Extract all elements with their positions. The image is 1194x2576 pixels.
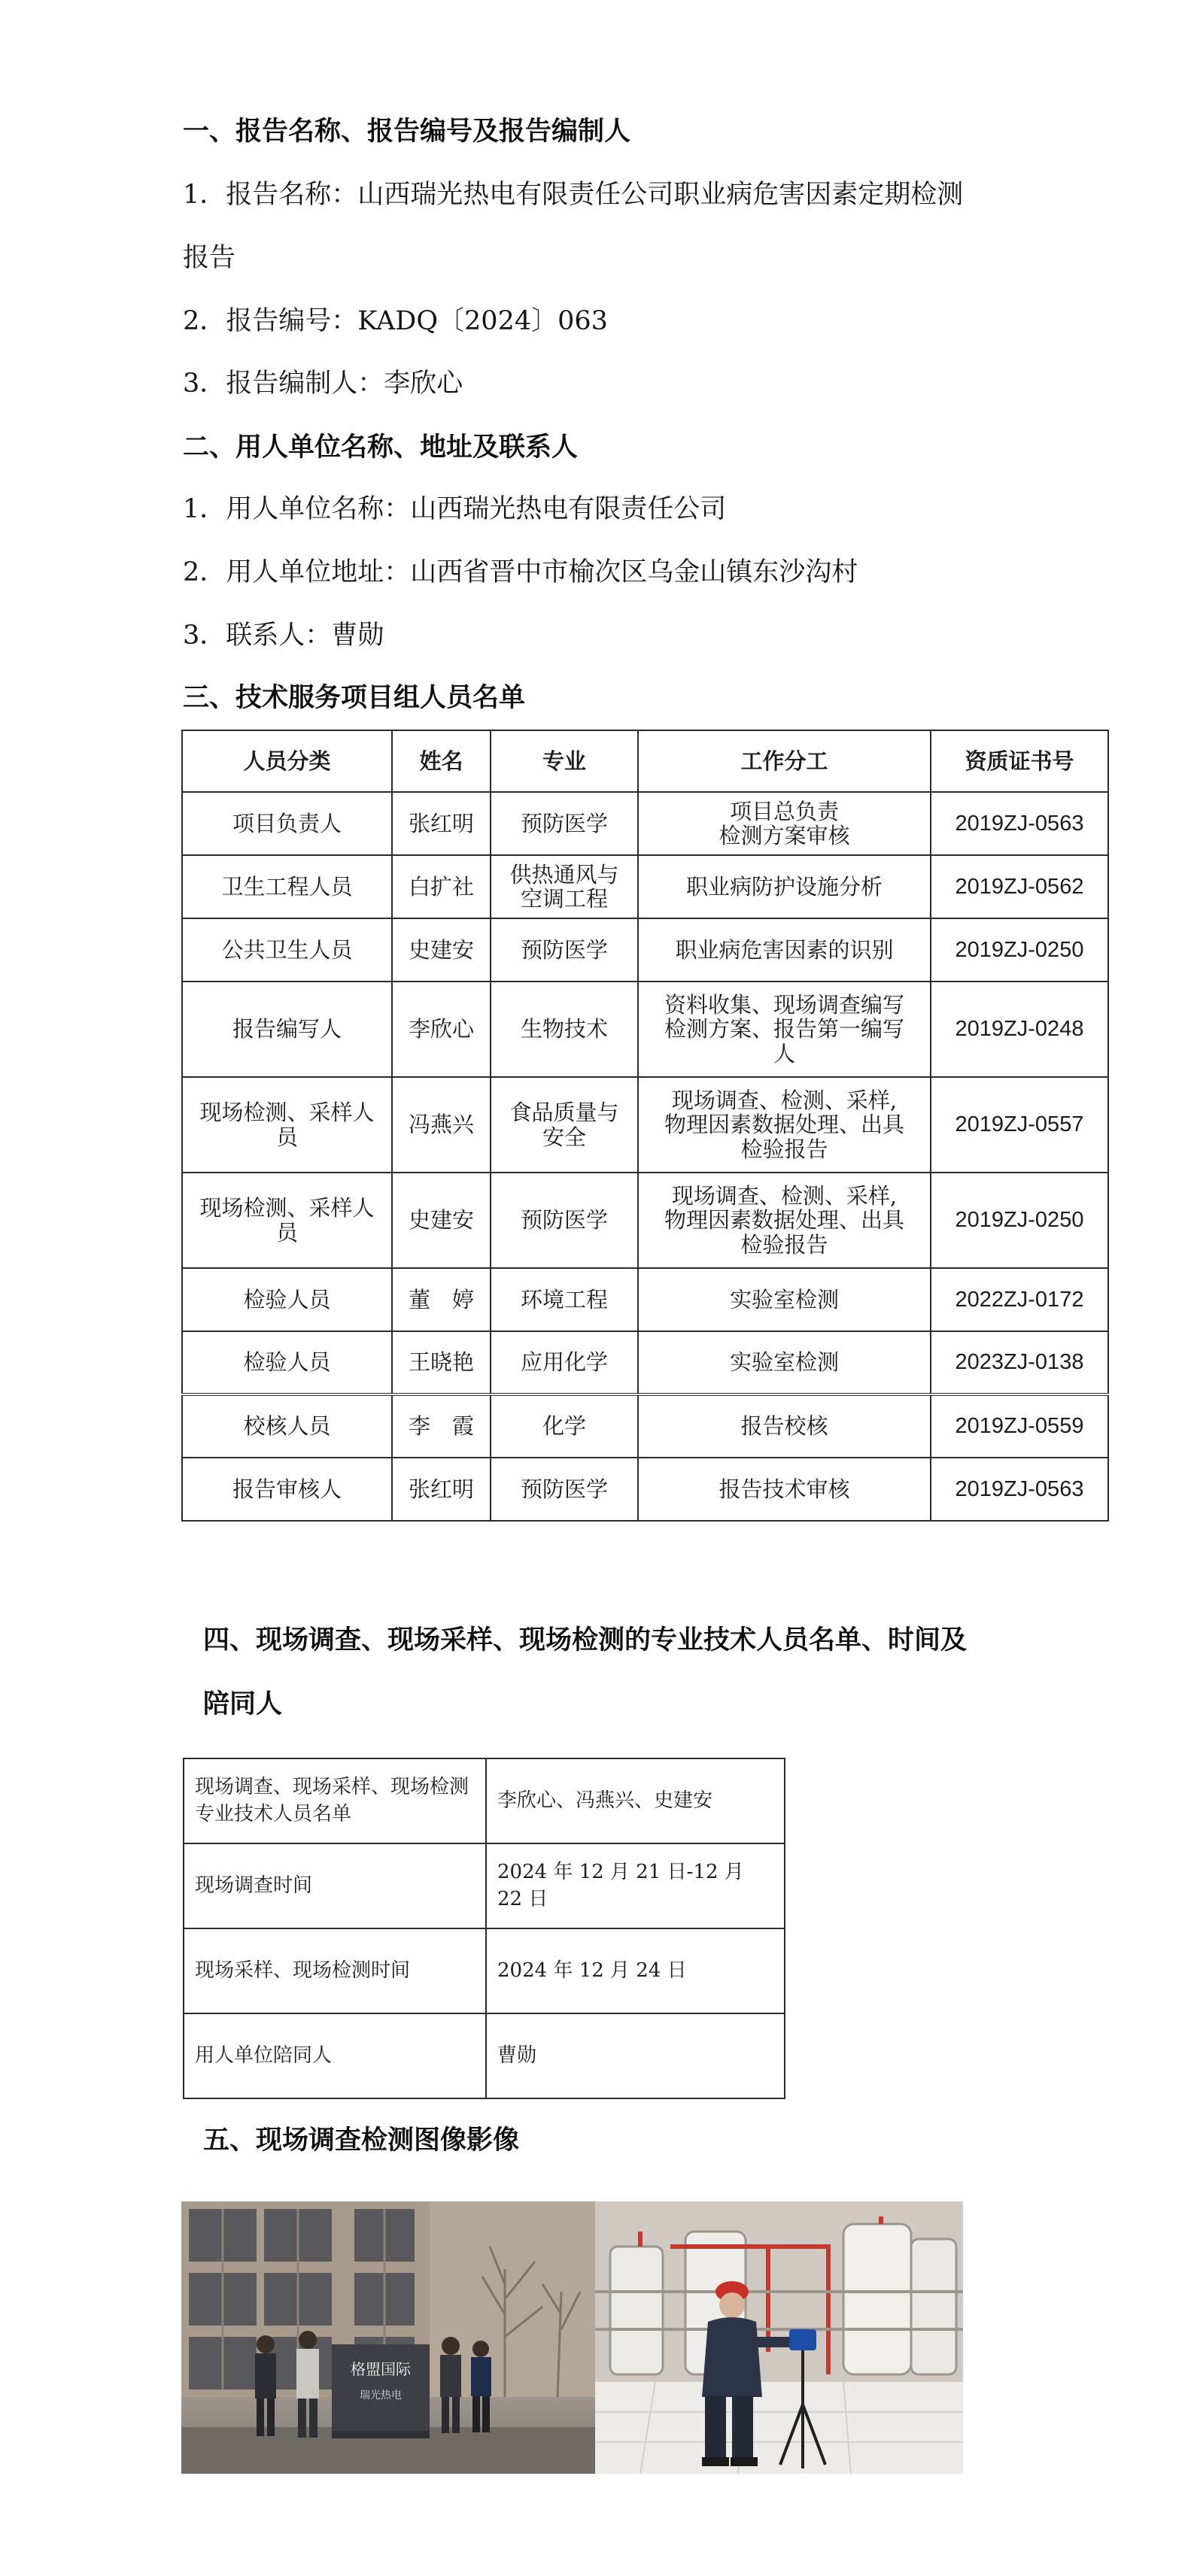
- cell-major: 预防医学: [491, 1173, 638, 1268]
- duty-line: 检验报告: [740, 1231, 828, 1258]
- cell-label: 现场调查时间: [184, 1843, 486, 1928]
- duty-line: 项目总负责: [729, 798, 839, 824]
- duty-line: 人: [773, 1040, 795, 1067]
- table-row: [182, 855, 1108, 918]
- cell-category: 报告编写人: [182, 982, 392, 1077]
- team-members-table: [181, 730, 1109, 1522]
- company-name: 1．用人单位名称：山西瑞光热电有限责任公司: [183, 494, 727, 524]
- duty-line: 现场调查、检测、采样,: [671, 1087, 898, 1113]
- table-row: [182, 1331, 1108, 1394]
- table-row: [182, 1077, 1108, 1173]
- cell-category: 校核人员: [182, 1394, 392, 1458]
- sign-text-line2: 瑞光热电: [360, 2389, 402, 2402]
- cell-name: 史建安: [392, 1173, 491, 1268]
- cell-name: 李 霞: [392, 1394, 491, 1458]
- cell-category: 公共卫生人员: [182, 918, 392, 982]
- section3-heading: 三、技术服务项目组人员名单: [183, 682, 526, 713]
- duty-line: 物理因素数据处理、出具: [664, 1112, 904, 1138]
- cell-cert: 2019ZJ-0250: [931, 918, 1108, 982]
- cell-major: 预防医学: [491, 1458, 638, 1521]
- cell-duty: 报告技术审核: [638, 1458, 931, 1521]
- cell-cert: 2019ZJ-0250: [931, 1173, 1108, 1268]
- cell-category: [182, 1173, 392, 1268]
- category-line: 员: [275, 1124, 298, 1150]
- cell-major: [491, 855, 638, 918]
- cell-duty: 职业病危害因素的识别: [638, 918, 931, 982]
- table-row: [184, 1758, 785, 1843]
- table-row: [184, 1843, 785, 1928]
- table-row: [182, 1268, 1108, 1331]
- report-number: 2．报告编号：KADQ〔2024〕063: [183, 306, 608, 336]
- duty-line: 物理因素数据处理、出具: [664, 1207, 904, 1233]
- cell-name: 李欣心: [392, 982, 491, 1077]
- cell-name: 冯燕兴: [392, 1077, 491, 1173]
- duty-line: 检测方案、报告第一编写: [664, 1016, 904, 1042]
- survey-info-table: [183, 1758, 785, 2099]
- category-line: 现场检测、采样人: [199, 1195, 375, 1221]
- header-major: 专业: [491, 730, 638, 792]
- cell-major: 预防医学: [491, 792, 638, 855]
- table-row: [182, 792, 1108, 855]
- header-duty: 工作分工: [638, 730, 931, 792]
- cell-name: 张红明: [392, 1458, 491, 1521]
- section4-heading-line2: 陪同人: [203, 1689, 283, 1719]
- cell-major: 应用化学: [491, 1331, 638, 1394]
- header-cert: 资质证书号: [931, 730, 1108, 792]
- section4-heading-line1: 四、现场调查、现场采样、现场检测的专业技术人员名单、时间及: [203, 1625, 968, 1655]
- cell-cert: 2019ZJ-0563: [931, 1458, 1108, 1521]
- cell-value: 2024 年 12 月 24 日: [486, 1928, 785, 2013]
- cell-category: 卫生工程人员: [182, 855, 392, 918]
- cell-name: 王晓艳: [392, 1331, 491, 1394]
- cell-cert: 2019ZJ-0248: [931, 982, 1108, 1077]
- cell-cert: 2019ZJ-0557: [931, 1077, 1108, 1173]
- cell-major: 预防医学: [491, 918, 638, 982]
- duty-line: 检测方案审核: [719, 823, 850, 848]
- sign-text-line1: 格盟国际: [351, 2360, 411, 2378]
- section1-heading: 一、报告名称、报告编号及报告编制人: [183, 116, 631, 147]
- table-row: [184, 2013, 785, 2098]
- cell-cert: 2022ZJ-0172: [931, 1268, 1108, 1331]
- label-line: 现场调查、现场采样、现场检测: [195, 1776, 469, 1799]
- cell-duty: 实验室检测: [638, 1331, 931, 1394]
- table-row: [182, 1458, 1108, 1521]
- category-line: 员: [275, 1219, 298, 1246]
- major-line: 食品质量与: [509, 1100, 619, 1126]
- cell-name: 董 婷: [392, 1268, 491, 1331]
- category-line: 现场检测、采样人: [199, 1100, 375, 1126]
- table-header-row: [182, 730, 1108, 792]
- cell-duty: [638, 982, 931, 1077]
- label-line: 专业技术人员名单: [195, 1802, 352, 1825]
- table-row: [182, 982, 1108, 1077]
- cell-name: 张红明: [392, 792, 491, 855]
- table-row: [182, 918, 1108, 982]
- cell-value: 曹勋: [486, 2013, 785, 2098]
- cell-label: [184, 1758, 486, 1843]
- cell-label: 用人单位陪同人: [184, 2013, 486, 2098]
- cell-major: [491, 1077, 638, 1173]
- cell-name: 白扩社: [392, 855, 491, 918]
- cell-major: 环境工程: [491, 1268, 638, 1331]
- cell-major: 生物技术: [491, 982, 638, 1077]
- major-line: 安全: [542, 1124, 586, 1150]
- header-name: 姓名: [392, 730, 491, 792]
- cell-duty: 实验室检测: [638, 1268, 931, 1331]
- major-line: 空调工程: [520, 886, 608, 912]
- cell-major: 化学: [491, 1394, 638, 1458]
- cell-cert: 2023ZJ-0138: [931, 1331, 1108, 1394]
- table-row: [182, 1394, 1108, 1458]
- table-row: [184, 1928, 785, 2013]
- contact-person: 3．联系人：曹勋: [183, 620, 384, 651]
- cell-duty: [638, 1173, 931, 1268]
- cell-cert: 2019ZJ-0562: [931, 855, 1108, 918]
- cell-category: 项目负责人: [182, 792, 392, 855]
- major-line: 供热通风与: [509, 861, 619, 887]
- cell-duty: [638, 1077, 931, 1173]
- cell-label: 现场采样、现场检测时间: [184, 1928, 486, 2013]
- report-name-line1: 1．报告名称：山西瑞光热电有限责任公司职业病危害因素定期检测: [183, 180, 964, 210]
- cell-duty: [638, 792, 931, 855]
- report-author: 3．报告编制人：李欣心: [183, 369, 463, 399]
- site-photo-building: [181, 2201, 595, 2474]
- cell-category: 检验人员: [182, 1268, 392, 1331]
- report-name-line2: 报告: [183, 243, 236, 273]
- site-photo-inspection: [595, 2201, 963, 2474]
- duty-line: 现场调查、检测、采样,: [671, 1182, 898, 1209]
- company-address: 2．用人单位地址：山西省晋中市榆次区乌金山镇东沙沟村: [183, 557, 858, 587]
- cell-value: 2024 年 12 月 21 日-12 月 22 日: [486, 1843, 785, 1928]
- duty-line: 资料收集、现场调查编写: [664, 991, 904, 1018]
- section5-heading: 五、现场调查检测图像影像: [203, 2125, 520, 2156]
- cell-category: [182, 1077, 392, 1173]
- duty-line: 检验报告: [740, 1136, 828, 1162]
- cell-category: 报告审核人: [182, 1458, 392, 1521]
- cell-value: 李欣心、冯燕兴、史建安: [486, 1758, 785, 1843]
- cell-category: 检验人员: [182, 1331, 392, 1394]
- cell-cert: 2019ZJ-0563: [931, 792, 1108, 855]
- table-row: [182, 1173, 1108, 1268]
- section2-heading: 二、用人单位名称、地址及联系人: [183, 432, 579, 463]
- header-category: 人员分类: [182, 730, 392, 792]
- cell-duty: 报告校核: [638, 1394, 931, 1458]
- cell-duty: 职业病防护设施分析: [638, 855, 931, 918]
- cell-name: 史建安: [392, 918, 491, 982]
- cell-cert: 2019ZJ-0559: [931, 1394, 1108, 1458]
